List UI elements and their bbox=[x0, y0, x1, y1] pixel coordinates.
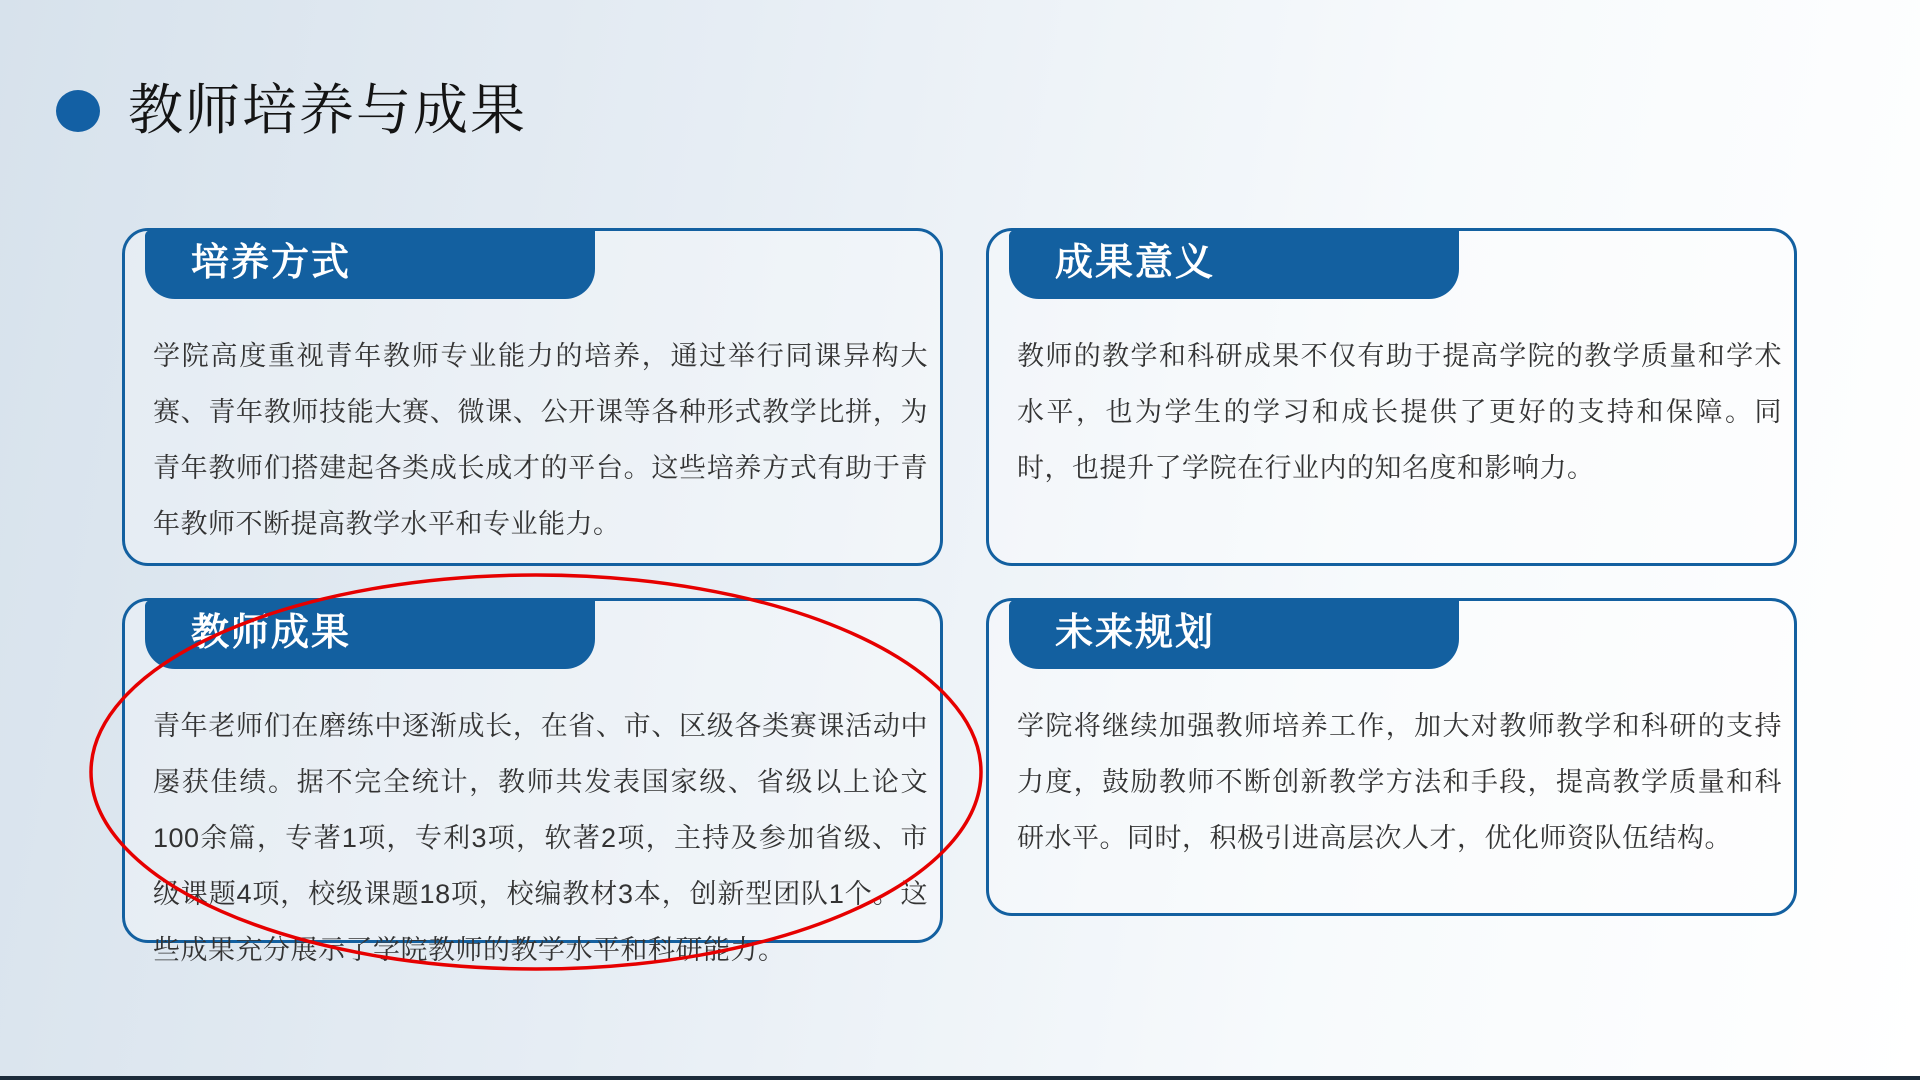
card-training-methods bbox=[122, 228, 943, 566]
card-body-text: 学院将继续加强教师培养工作，加大对教师教学和科研的支持力度，鼓励教师不断创新教学方法和手段，提高教学质量和科研水平。同时，积极引进高层次人才，优化师资队伍结构。 bbox=[1017, 711, 1782, 853]
card-future-plans bbox=[986, 598, 1797, 916]
card-header-tab: 培养方式 bbox=[145, 230, 595, 299]
card-header-tab: 成果意义 bbox=[1009, 230, 1459, 299]
slide-bottom-edge bbox=[0, 1076, 1920, 1080]
card-body-text: 学院高度重视青年教师专业能力的培养，通过举行同课异构大赛、青年教师技能大赛、微课、公开课等各种形式教学比拼，为青年教师们搭建起各类成长成才的平台。这些培养方式有助于青年教师不断提高教学水平和专业能力。 bbox=[153, 341, 928, 539]
card-header-tab: 教师成果 bbox=[145, 600, 595, 669]
card-header-tab: 未来规划 bbox=[1009, 600, 1459, 669]
card-teacher-achievements bbox=[122, 598, 943, 965]
card-body-text: 青年老师们在磨练中逐渐成长，在省、市、区级各类赛课活动中屡获佳绩。据不完全统计，教师共发表国家级、省级以上论文100余篇，专著1项，专利3项，软著2项，主持及参加省级、市级课题4项，校级课题18项，校编教材3本，创新型团队1个。这些成果充分展示了学院教师的教学水平和科研能力。 bbox=[153, 711, 928, 965]
card-body-text: 教师的教学和科研成果不仅有助于提高学院的教学质量和学术水平，也为学生的学习和成长提供了更好的支持和保障。同时，也提升了学院在行业内的知名度和影响力。 bbox=[1017, 341, 1782, 483]
bullet-circle-icon bbox=[56, 90, 100, 132]
card-achievement-significance bbox=[986, 228, 1797, 566]
page-title: 教师培养与成果 bbox=[128, 80, 528, 141]
slide-title-row bbox=[56, 66, 527, 145]
